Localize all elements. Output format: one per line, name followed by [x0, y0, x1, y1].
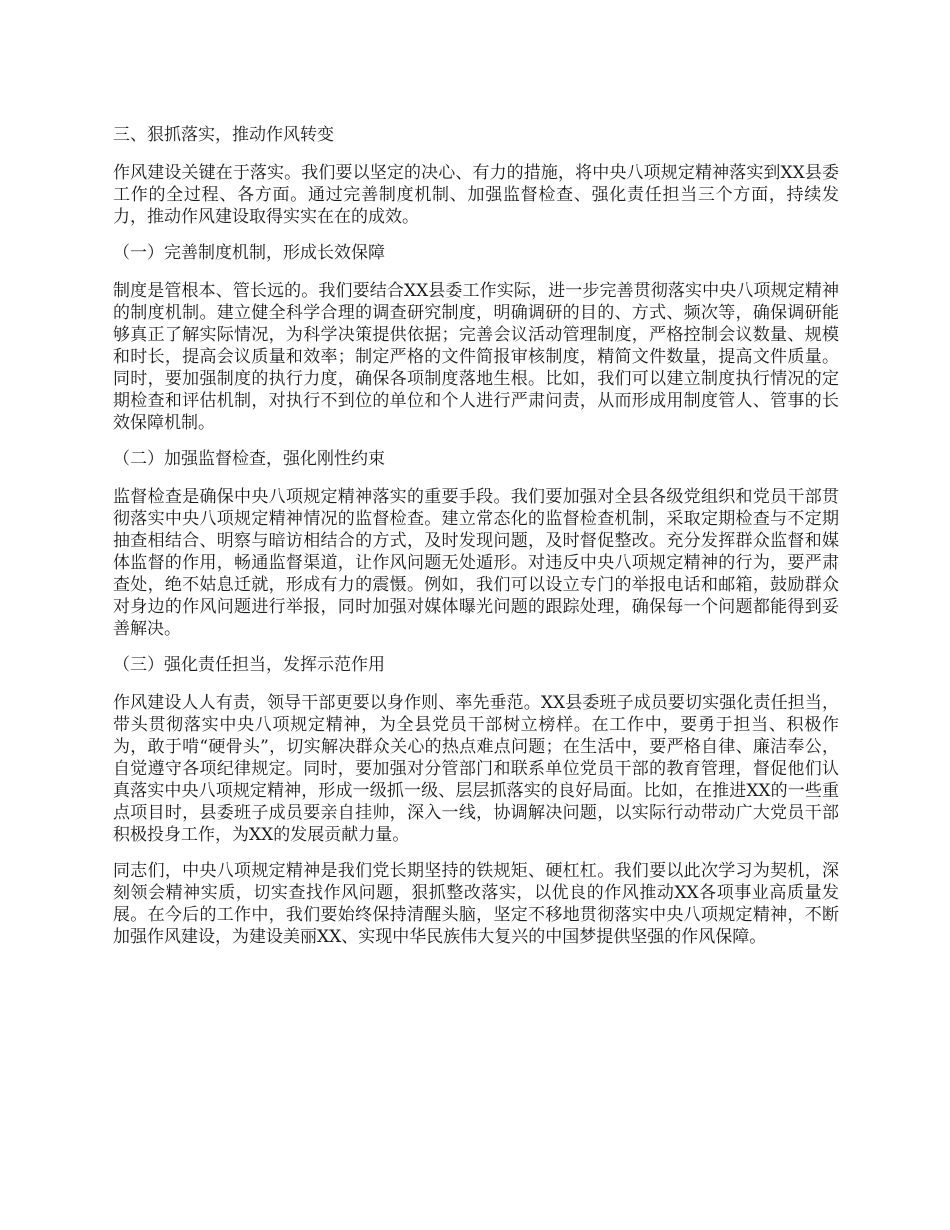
- subsection-heading-2: （二）加强监督检查，强化刚性约束: [113, 449, 385, 469]
- subsection-paragraph-3: 作风建设人人有责，领导干部更要以身作则、率先垂范。XX县委班子成员要切实强化责任担当，带头贯彻落实中央八项规定精神，为全县党员干部树立榜样。在工作中，要勇于担当、积极作为，敢于啃“硬骨头”，切实解决群众关心的热点难点问题；在生活中，要严格自律、廉洁奉公，自觉遵守各项纪律规定。同时，要加强对分管部门和联系单位党员干部的教育管理，督促他们认真落实中央八项规定精神，形成一级抓一级、层层抓落实的良好局面。比如，在推进XX的一些重点项目时，县委班子成员要亲自挂帅，深入一线，协调解决问题，以实际行动带动广大党员干部积极投身工作，为XX的发展贡献力量。: [113, 693, 839, 845]
- subsection-heading-1: （一）完善制度机制，形成长效保障: [113, 243, 385, 263]
- subsection-paragraph-2: 监督检查是确保中央八项规定精神落实的重要手段。我们要加强对全县各级党组织和党员干部贯彻落实中央八项规定精神情况的监督检查。建立常态化的监督检查机制，采取定期检查与不定期抽查相结合、明察与暗访相结合的方式，及时发现问题，及时督促整改。充分发挥群众监督和媒体监督的作用，畅通监督渠道，让作风问题无处遁形。对违反中央八项规定精神的行为，要严肃查处，绝不姑息迁就，形成有力的震慑。例如，我们可以设立专门的举报电话和邮箱，鼓励群众对身边的作风问题进行举报，同时加强对媒体曝光问题的跟踪处理，确保每一个问题都能得到妥善解决。: [113, 487, 839, 639]
- subsection-paragraph-1: 制度是管根本、管长远的。我们要结合XX县委工作实际，进一步完善贯彻落实中央八项规定精神的制度机制。建立健全科学合理的调查研究制度，明确调研的目的、方式、频次等，确保调研能够真正了解实际情况，为科学决策提供依据；完善会议活动管理制度，严格控制会议数量、规模和时长，提高会议质量和效率；制定严格的文件简报审核制度，精简文件数量，提高文件质量。同时，要加强制度的执行力度，确保各项制度落地生根。比如，我们可以建立制度执行情况的定期检查和评估机制，对执行不到位的单位和个人进行严肃问责，从而形成用制度管人、管事的长效保障机制。: [113, 281, 839, 433]
- intro-paragraph: 作风建设关键在于落实。我们要以坚定的决心、有力的措施，将中央八项规定精神落实到XX县委工作的全过程、各方面。通过完善制度机制、加强监督检查、强化责任担当三个方面，持续发力，推动作风建设取得实实在在的成效。: [113, 163, 839, 227]
- section-heading-three: 三、狠抓落实，推动作风转变: [113, 125, 334, 145]
- closing-paragraph: 同志们，中央八项规定精神是我们党长期坚持的铁规矩、硬杠杠。我们要以此次学习为契机，深刻领会精神实质，切实查找作风问题，狠抓整改落实，以优良的作风推动XX各项事业高质量发展。在今后的工作中，我们要始终保持清醒头脑，坚定不移地贯彻落实中央八项规定精神，不断加强作风建设，为建设美丽XX、实现中华民族伟大复兴的中国梦提供坚强的作风保障。: [113, 861, 839, 947]
- subsection-heading-3: （三）强化责任担当，发挥示范作用: [113, 655, 385, 675]
